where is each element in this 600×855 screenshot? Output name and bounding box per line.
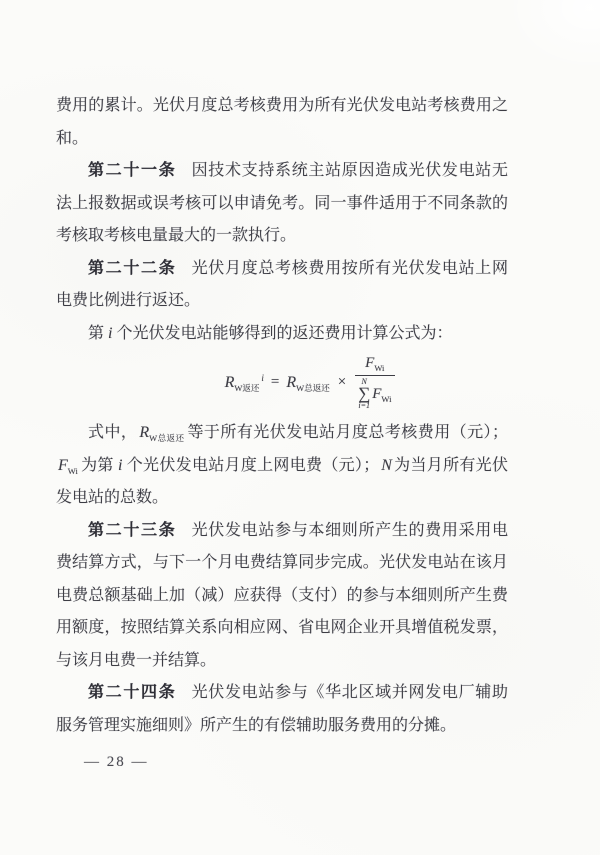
variable-n: N — [381, 456, 392, 474]
page-number: — 28 — — [84, 754, 149, 770]
variable-i: i — [108, 324, 113, 342]
return-fee-formula — [84, 355, 536, 410]
document-body — [56, 90, 508, 742]
formula-intro — [56, 318, 508, 351]
equals-sign: = — [270, 374, 280, 390]
legend-intro: 式中， — [88, 424, 138, 441]
article-23-number: 第二十三条 — [88, 521, 177, 539]
legend-n-definition: 为当月所有光伏发电站的总数。 — [56, 456, 508, 506]
times-sign: × — [337, 374, 347, 390]
article-22-text: 光伏月度总考核费用按所有光伏发电站上网电费比例进行返还。 — [56, 259, 508, 309]
continuation-paragraph: 费用的累计。光伏月度总考核费用为所有光伏发电站考核费用之和。 — [56, 97, 508, 147]
article-24-number: 第二十四条 — [88, 684, 177, 701]
symbol-r-total-return: $R_{W总返还}$ — [139, 424, 185, 443]
symbol-f-wi: $F_{Wi}$ — [58, 456, 78, 476]
formula-intro-post: 个光伏发电站能够得到的返还费用计算公式为： — [112, 324, 453, 342]
formula-intro-pre: 第 — [88, 324, 109, 342]
article-21 — [56, 155, 508, 253]
article-24-text: 光伏发电站参与《华北区域并网发电厂辅助服务管理实施细则》所产生的有偿辅助服务费用的分摊。 — [56, 684, 508, 734]
article-22-number: 第二十二条 — [88, 259, 177, 277]
article-23 — [56, 515, 508, 678]
legend-r-definition: 等于所有光伏发电站月度总考核费用（元）； — [187, 424, 508, 441]
formula-fraction — [355, 355, 395, 410]
summation-symbol: N ∑ i=1 — [358, 377, 371, 410]
denominator-term: $F_{Wi}$ — [372, 385, 392, 404]
article-22 — [56, 253, 508, 318]
article-21-text: 因技术支持系统主站原因造成光伏发电站无法上报数据或误考核可以申请免考。同一事件适用于不同条款的考核取考核电量最大的一款执行。 — [56, 162, 508, 244]
article-23-text: 光伏发电站参与本细则所产生的费用采用电费结算方式，与下一个月电费结算同步完成。光伏发电站在该月电费总额基础上加（减）应获得（支付）的参与本细则所产生费用额度，按照结算关系向相应网、省电网企业开具增值税发票，与该月电费一并结算。 — [56, 521, 508, 669]
formula-rhs-coefficient: $R_{W总返还}$ — [286, 373, 330, 393]
legend-f-definition-pre: 为第 — [80, 456, 119, 474]
legend-f-definition-post: 个光伏发电站月度上网电费（元）； — [122, 456, 380, 474]
formula-lhs: $R_{W返还}^i$ — [224, 372, 264, 393]
formula-legend — [56, 417, 508, 515]
fraction-denominator — [358, 376, 392, 410]
fraction-numerator: $F_{Wi}$ — [355, 355, 395, 376]
article-21-number: 第二十一条 — [88, 162, 177, 179]
variable-i: i — [118, 456, 123, 474]
article-24 — [56, 677, 508, 742]
